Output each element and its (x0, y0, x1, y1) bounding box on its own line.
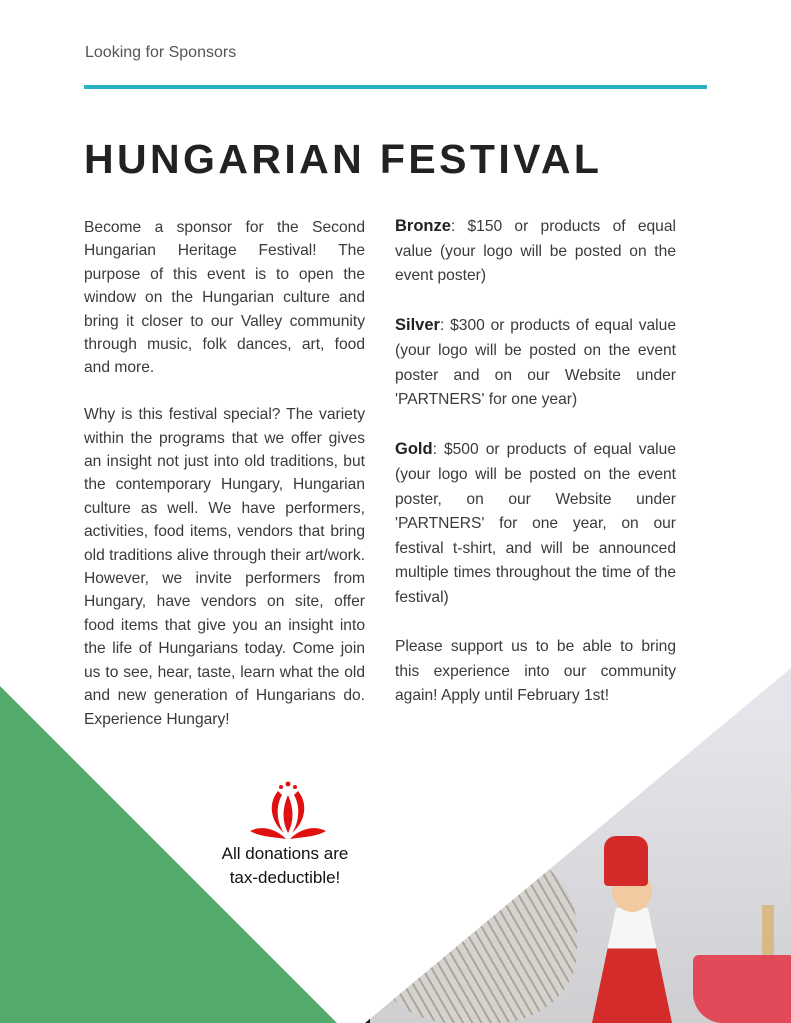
accent-divider (84, 85, 707, 89)
donation-line-1: All donations are (221, 844, 349, 863)
closing-paragraph: Please support us to be able to bring this experience into our community again! Apply until February 1st! (395, 638, 676, 705)
why-paragraph: Why is this festival special? The variety within the programs that we offer gives an insight not just into old traditions, but the contemporary Hungary, Hungarian culture as well. We have performers, activities, food items, vendors that bring old traditions alive through their art/work. However, we invite performers from Hungary, have vendors on site, offer food items that give you an insight into the life of Hungarians today. Come join us to see, hear, taste, learn what the old and new generation of Hungarians do. Experience Hungary! (84, 406, 365, 728)
donation-note (200, 842, 370, 890)
doll-hat (604, 836, 648, 886)
intro-column (84, 216, 365, 754)
tier-name: Bronze (395, 217, 451, 235)
tier-silver (395, 313, 676, 412)
page-title: HUNGARIAN FESTIVAL (84, 136, 603, 182)
tier-name: Gold (395, 440, 433, 459)
tier-text: : $150 or products of equal value (your logo will be posted on the event poster) (395, 218, 676, 285)
pencil (762, 905, 774, 960)
donation-line-2: tax-deductible! (229, 868, 341, 887)
intro-paragraph: Become a sponsor for the Second Hungarian Heritage Festival! The purpose of this event is to open the window on the Hungarian culture and bring it closer to our Valley community through music, folk dances, art, food and more. (84, 219, 365, 377)
tier-name: Silver (395, 316, 440, 335)
tulip-logo-icon (248, 781, 328, 843)
doll-body (592, 908, 672, 1023)
tier-bronze (395, 214, 676, 289)
tiers-column (395, 214, 676, 733)
tier-text: : $300 or products of equal value (your logo will be posted on the event poster and on our Website under 'PARTNERS' for one year) (395, 317, 676, 409)
tier-text: : $500 or products of equal value (your logo will be posted on the event poster, on our Website under 'PARTNERS' for one year, on our festival t-shirt, and will be announced multiple times throughout the time of the festival) (395, 441, 676, 606)
kicker-text: Looking for Sponsors (85, 44, 237, 61)
painted-pot (693, 955, 791, 1023)
tier-gold (395, 437, 676, 610)
vase (372, 843, 577, 1023)
